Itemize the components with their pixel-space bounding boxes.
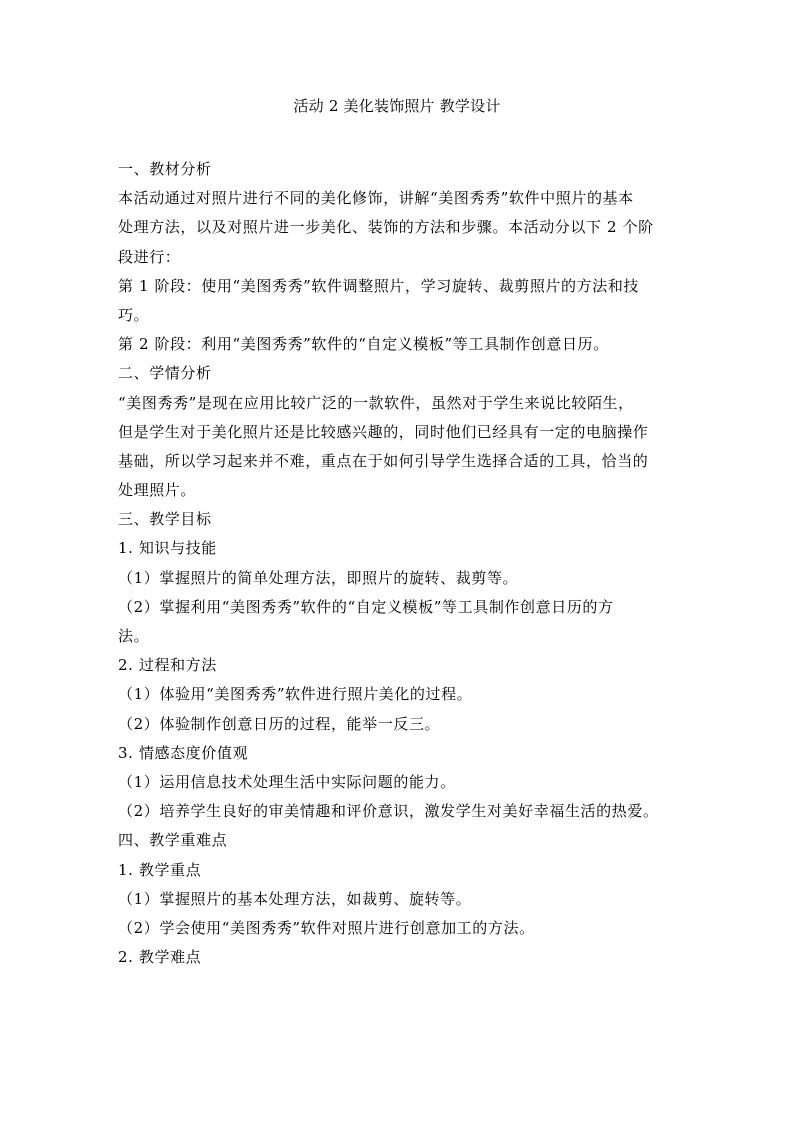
section-heading-key-difficult-points: 四、教学重难点 bbox=[118, 831, 228, 850]
list-item: （2）体验制作创意日历的过程，能举一反三。 bbox=[118, 714, 441, 733]
list-item: （1）运用信息技术处理生活中实际问题的能力。 bbox=[118, 772, 456, 791]
paragraph-line: 段进行： bbox=[118, 247, 181, 266]
list-item: 法。 bbox=[118, 627, 150, 645]
paragraph-line: 基础，所以学习起来并不难，重点在于如何引导学生选择合适的工具，恰当的 bbox=[118, 451, 649, 470]
paragraph-line: “美图秀秀”是现在应用比较广泛的一款软件，虽然对于学生来说比较陌生， bbox=[118, 393, 634, 412]
section-heading-teaching-goals: 三、教学目标 bbox=[118, 510, 212, 529]
paragraph-line: 处理照片。 bbox=[118, 481, 197, 500]
subheading-knowledge-skills: 1. 知识与技能 bbox=[118, 539, 217, 558]
document-title: 活动 2 美化装饰照片 教学设计 bbox=[293, 97, 501, 115]
paragraph-line: 但是学生对于美化照片还是比较感兴趣的，同时他们已经具有一定的电脑操作 bbox=[118, 422, 649, 441]
list-item: （2）掌握利用“美图秀秀”软件的“自定义模板”等工具制作创意日历的方 bbox=[118, 597, 614, 616]
subheading-key-points: 1. 教学重点 bbox=[118, 860, 202, 879]
paragraph-line: 本活动通过对照片进行不同的美化修饰，讲解“美图秀秀”软件中照片的基本 bbox=[118, 189, 634, 208]
list-item: （1）掌握照片的简单处理方法，即照片的旋转、裁剪等。 bbox=[118, 568, 519, 587]
document-body bbox=[118, 155, 678, 972]
list-item: （1）掌握照片的基本处理方法，如裁剪、旋转等。 bbox=[118, 889, 472, 908]
subheading-process-methods: 2. 过程和方法 bbox=[118, 656, 217, 675]
list-item: （2）培养学生良好的审美情趣和评价意识，激发学生对美好幸福生活的热爱。 bbox=[118, 802, 659, 821]
subheading-difficult-points: 2. 教学难点 bbox=[118, 948, 202, 967]
list-item: （2）学会使用“美图秀秀”软件对照片进行创意加工的方法。 bbox=[118, 918, 535, 937]
paragraph-line: 处理方法，以及对照片进一步美化、装饰的方法和步骤。本活动分以下 2 个阶 bbox=[118, 218, 654, 237]
list-item: （1）体验用“美图秀秀”软件进行照片美化的过程。 bbox=[118, 685, 473, 704]
section-heading-material-analysis: 一、教材分析 bbox=[118, 160, 212, 178]
paragraph-line: 第 1 阶段：使用“美图秀秀”软件调整照片，学习旋转、裁剪照片的方法和技 bbox=[118, 276, 640, 295]
subheading-attitudes-values: 3. 情感态度价值观 bbox=[118, 743, 249, 762]
paragraph-line: 第 2 阶段：利用“美图秀秀”软件的“自定义模板”等工具制作创意日历。 bbox=[118, 335, 609, 354]
paragraph-line: 巧。 bbox=[118, 305, 150, 324]
section-heading-learner-analysis: 二、学情分析 bbox=[118, 364, 212, 383]
